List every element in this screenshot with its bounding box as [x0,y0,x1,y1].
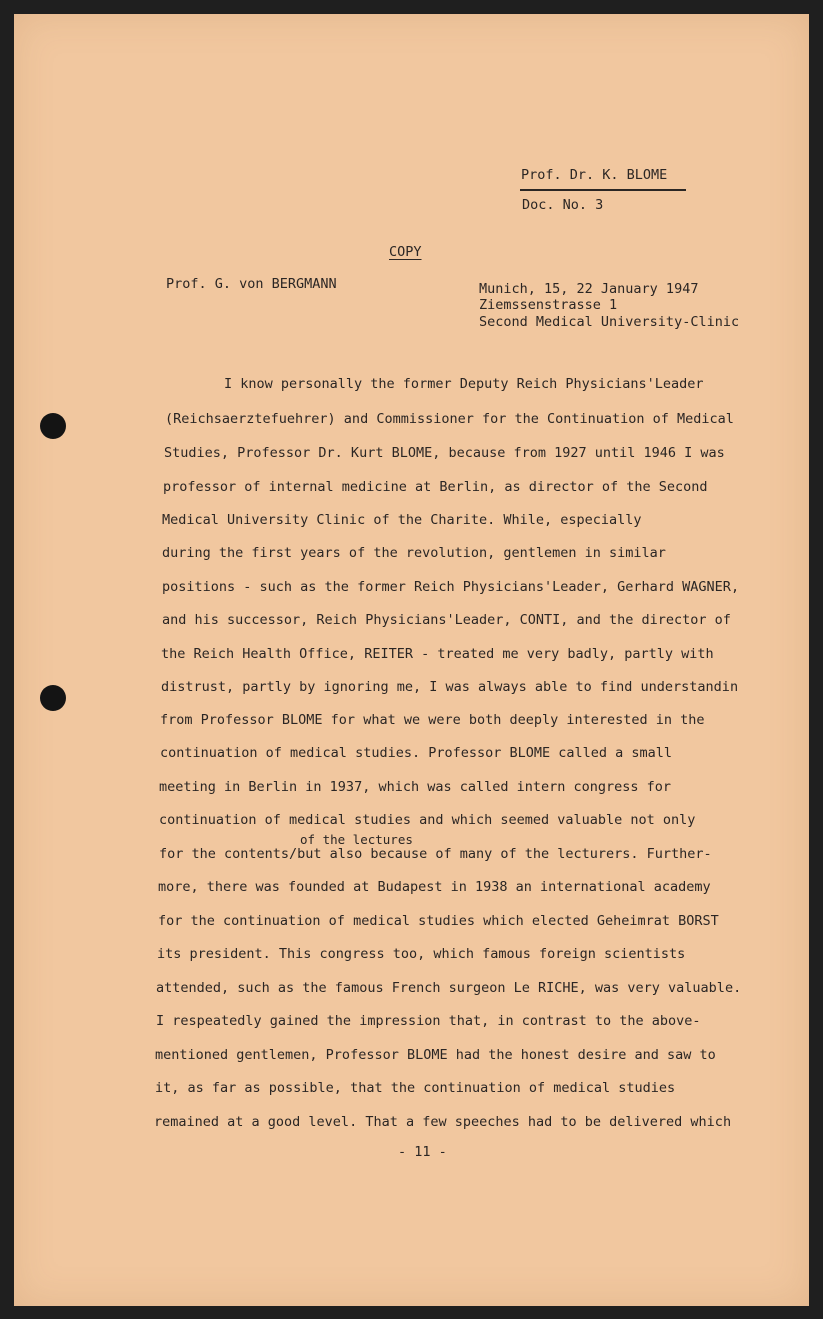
body-line: Studies, Professor Dr. Kurt BLOME, because from 1927 until 1946 I was [164,445,725,461]
body-line: the Reich Health Office, REITER - treated me very badly, partly with [161,646,714,662]
header-rule [520,189,686,191]
body-line: Medical University Clinic of the Charite. While, especially [162,512,642,528]
interlinear-insertion: of the lectures [300,832,413,847]
body-line: remained at a good level. That a few speeches had to be delivered which [154,1114,732,1130]
punch-hole [40,413,66,439]
copy-title: COPY [389,244,422,260]
body-line: professor of internal medicine at Berlin, as director of the Second [163,479,708,495]
address-line-3: Second Medical University-Clinic [479,314,740,330]
body-line: attended, such as the famous French surgeon Le RICHE, was very valuable. [156,980,742,996]
address-line-1: Munich, 15, 22 January 1947 [479,281,699,297]
body-line: it, as far as possible, that the continuation of medical studies [155,1080,676,1096]
body-line: continuation of medical studies and which seemed valuable not only [159,812,696,828]
body-line: distrust, partly by ignoring me, I was always able to find understandin [161,679,739,695]
body-line: more, there was founded at Budapest in 1938 an international academy [158,879,711,895]
punch-hole [40,685,66,711]
body-line: continuation of medical studies. Professor BLOME called a small [160,745,673,761]
body-line: during the first years of the revolution, gentlemen in similar [162,545,666,561]
body-line: (Reichsaerztefuehrer) and Commissioner for the Continuation of Medical [165,411,734,427]
body-line: I respeatedly gained the impression that, in contrast to the above- [156,1013,701,1029]
header-name: Prof. Dr. K. BLOME [521,167,668,183]
body-line: for the continuation of medical studies which elected Geheimrat BORST [158,913,719,929]
page-number: - 11 - [398,1144,447,1160]
body-line: and his successor, Reich Physicians'Leader, CONTI, and the director of [162,612,731,628]
body-line: I know personally the former Deputy Reich Physicians'Leader [224,376,704,392]
body-line: meeting in Berlin in 1937, which was called intern congress for [159,779,672,795]
body-line: positions - such as the former Reich Physicians'Leader, Gerhard WAGNER, [162,579,740,595]
address-line-2: Ziemssenstrasse 1 [479,297,618,313]
body-line: mentioned gentlemen, Professor BLOME had the honest desire and saw to [155,1047,716,1063]
body-line: its president. This congress too, which famous foreign scientists [157,946,686,962]
document-page [14,14,809,1306]
body-line: for the contents/but also because of many of the lecturers. Further- [159,846,712,862]
body-line: from Professor BLOME for what we were both deeply interested in the [160,712,705,728]
doc-number: Doc. No. 3 [522,197,604,213]
sender: Prof. G. von BERGMANN [166,276,337,292]
